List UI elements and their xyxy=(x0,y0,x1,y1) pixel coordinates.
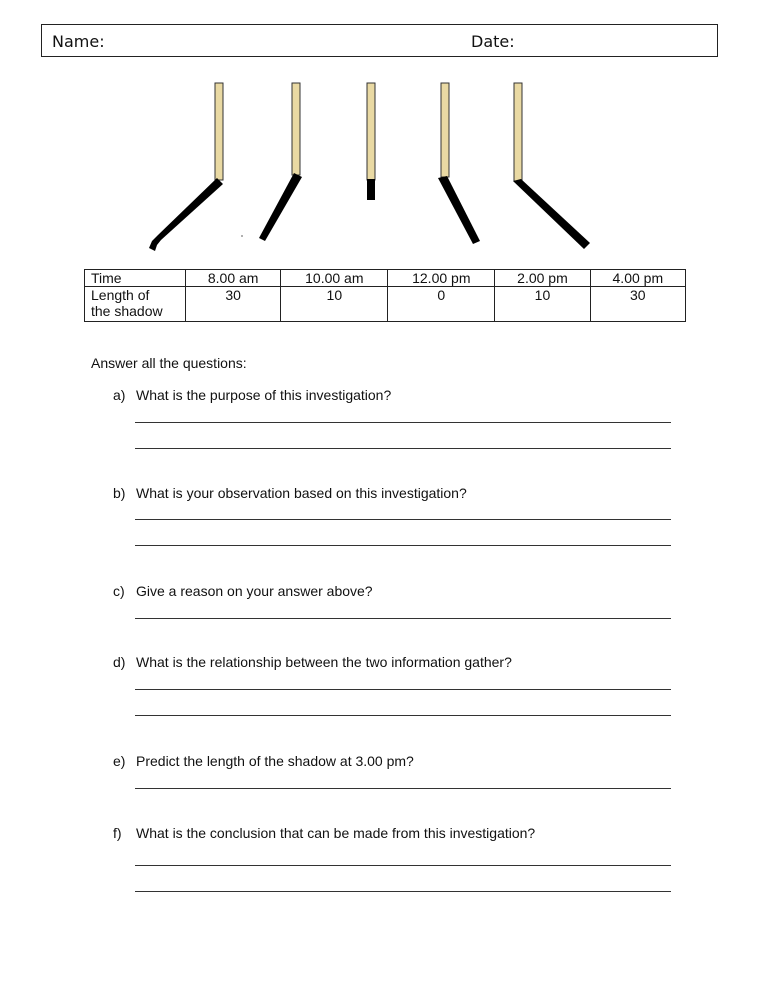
question-letter: c) xyxy=(113,583,125,599)
answer-line[interactable] xyxy=(135,891,671,892)
shadow-2pm xyxy=(438,176,480,244)
answer-line[interactable] xyxy=(135,448,671,449)
question-letter: f) xyxy=(113,825,122,841)
table-cell: 0 xyxy=(388,287,495,322)
question-a xyxy=(113,387,391,403)
row-label: Time xyxy=(85,270,186,287)
table-cell: 10 xyxy=(495,287,590,322)
answer-line[interactable] xyxy=(135,422,671,423)
question-text: What is the relationship between the two information gather? xyxy=(136,654,512,670)
shadow-4pm xyxy=(513,179,590,249)
question-text: What is the conclusion that can be made from this investigation? xyxy=(136,825,536,841)
answer-line[interactable] xyxy=(135,715,671,716)
base-12pm xyxy=(367,179,375,200)
stick-4pm xyxy=(514,83,522,181)
row-label: Length of the shadow xyxy=(85,287,186,322)
answer-line[interactable] xyxy=(135,545,671,546)
table-cell: 30 xyxy=(590,287,685,322)
question-text: Give a reason on your answer above? xyxy=(136,583,373,599)
header-box xyxy=(41,24,718,57)
name-label: Name: xyxy=(52,32,105,51)
answer-line[interactable] xyxy=(135,788,671,789)
table-cell: 4.00 pm xyxy=(590,270,685,287)
question-text: Predict the length of the shadow at 3.00 pm? xyxy=(136,753,414,769)
question-letter: a) xyxy=(113,387,126,403)
question-text: What is your observation based on this investigation? xyxy=(136,485,467,501)
shadow-10am xyxy=(259,173,302,241)
stick-12pm xyxy=(367,83,375,180)
table-cell: 2.00 pm xyxy=(495,270,590,287)
question-d xyxy=(113,654,512,670)
question-letter: b) xyxy=(113,485,126,501)
answer-line[interactable] xyxy=(135,865,671,866)
question-letter: e) xyxy=(113,753,126,769)
answer-line[interactable] xyxy=(135,689,671,690)
table-cell: 8.00 am xyxy=(186,270,281,287)
table-row xyxy=(85,270,686,287)
stick-2pm xyxy=(441,83,449,177)
table-cell: 10.00 am xyxy=(281,270,388,287)
table-cell: 12.00 pm xyxy=(388,270,495,287)
shadow-8am xyxy=(149,178,223,251)
question-c xyxy=(113,583,373,599)
answer-line[interactable] xyxy=(135,519,671,520)
question-text: What is the purpose of this investigation? xyxy=(136,387,392,403)
instructions: Answer all the questions: xyxy=(91,355,247,371)
stick-10am xyxy=(292,83,300,175)
question-letter: d) xyxy=(113,654,126,670)
answer-line[interactable] xyxy=(135,618,671,619)
table-cell: 30 xyxy=(186,287,281,322)
stick-8am xyxy=(215,83,223,180)
date-label: Date: xyxy=(471,32,515,51)
table-row xyxy=(85,287,686,322)
stick-shadow-illustration xyxy=(145,75,600,255)
question-f xyxy=(113,825,535,841)
table-cell: 10 xyxy=(281,287,388,322)
question-b xyxy=(113,485,467,501)
shadow-data-table xyxy=(84,269,686,322)
question-e xyxy=(113,753,414,769)
